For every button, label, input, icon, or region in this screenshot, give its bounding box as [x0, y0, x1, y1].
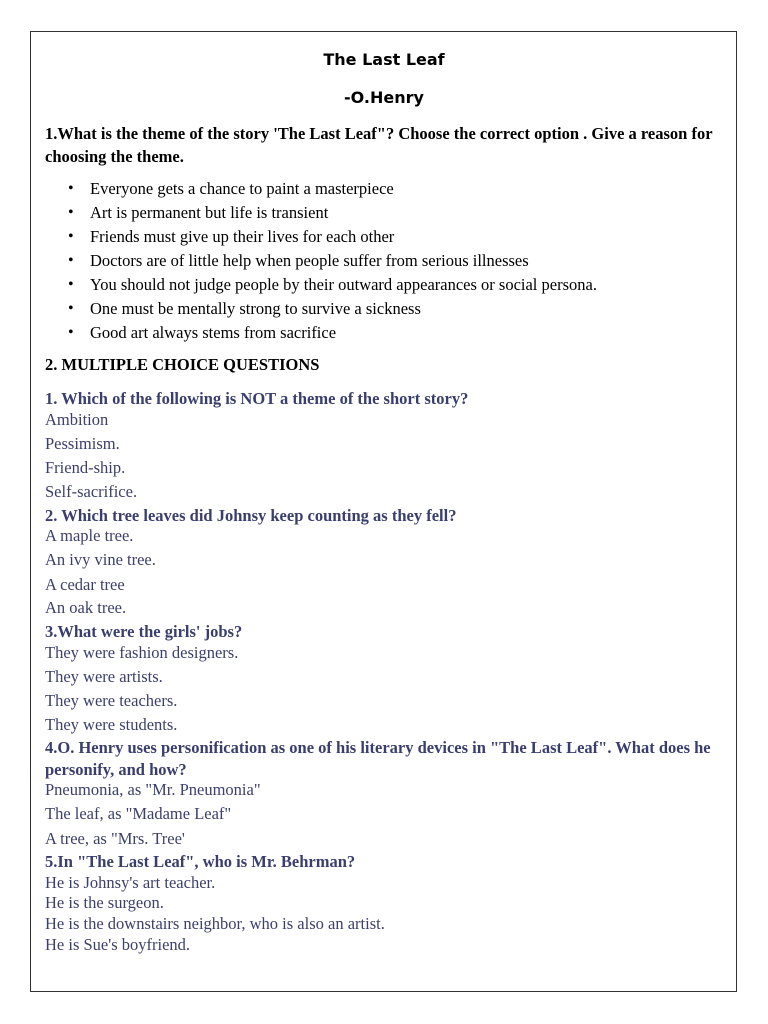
mcq-5-option-1: He is Johnsy's art teacher.	[45, 873, 216, 892]
mcq-3-option-2: They were artists.	[45, 667, 163, 686]
mcq-2-option-1: A maple tree.	[45, 526, 134, 545]
list-item: • Art is permanent but life is transient	[45, 201, 597, 225]
mcq-4-option-2: The leaf, as "Madame Leaf"	[45, 804, 232, 823]
mcq-3-option-3: They were teachers.	[45, 691, 178, 710]
mcq-1-option-2: Pessimism.	[45, 434, 120, 453]
mcq-question-5: 5.In "The Last Leaf", who is Mr. Behrman?	[45, 852, 356, 871]
list-item: • Good art always stems from sacrifice	[45, 321, 597, 345]
mcq-5-option-4: He is Sue's boyfriend.	[45, 935, 191, 954]
section-2-heading: 2. MULTIPLE CHOICE QUESTIONS	[45, 355, 320, 374]
mcq-3-option-1: They were fashion designers.	[45, 643, 239, 662]
mcq-question-3: 3.What were the girls' jobs?	[45, 622, 243, 641]
mcq-5-option-2: He is the surgeon.	[45, 893, 164, 912]
mcq-1-option-1: Ambition	[45, 410, 109, 429]
question-1-prompt: 1.What is the theme of the story 'The Last Leaf"? Choose the correct option . Give a reason for choosing the theme.	[45, 124, 713, 166]
mcq-question-1: 1. Which of the following is NOT a theme of the short story?	[45, 389, 469, 408]
list-item: • One must be mentally strong to survive a sickness	[45, 297, 597, 321]
document-title: The Last Leaf	[323, 50, 445, 69]
mcq-2-option-2: An ivy vine tree.	[45, 550, 156, 569]
list-item: • Friends must give up their lives for each other	[45, 225, 597, 249]
mcq-5-option-3: He is the downstairs neighbor, who is also an artist.	[45, 914, 385, 933]
mcq-3-option-4: They were students.	[45, 715, 178, 734]
mcq-2-option-3: A cedar tree	[45, 575, 125, 594]
list-item: • Everyone gets a chance to paint a masterpiece	[45, 177, 597, 201]
mcq-2-option-4: An oak tree.	[45, 598, 127, 617]
list-item: • You should not judge people by their outward appearances or social persona.	[45, 273, 597, 297]
theme-options-list	[45, 177, 597, 345]
mcq-1-option-4: Self-sacrifice.	[45, 482, 138, 501]
mcq-4-option-3: A tree, as "Mrs. Tree'	[45, 829, 185, 848]
document-author: -O.Henry	[344, 88, 424, 107]
mcq-question-4: 4.O. Henry uses personification as one of his literary devices in "The Last Leaf". What does he personify, and how?	[45, 738, 711, 779]
mcq-question-2: 2. Which tree leaves did Johnsy keep counting as they fell?	[45, 506, 457, 525]
list-item: • Doctors are of little help when people suffer from serious illnesses	[45, 249, 597, 273]
mcq-4-option-1: Pneumonia, as "Mr. Pneumonia"	[45, 780, 261, 799]
mcq-1-option-3: Friend-ship.	[45, 458, 126, 477]
